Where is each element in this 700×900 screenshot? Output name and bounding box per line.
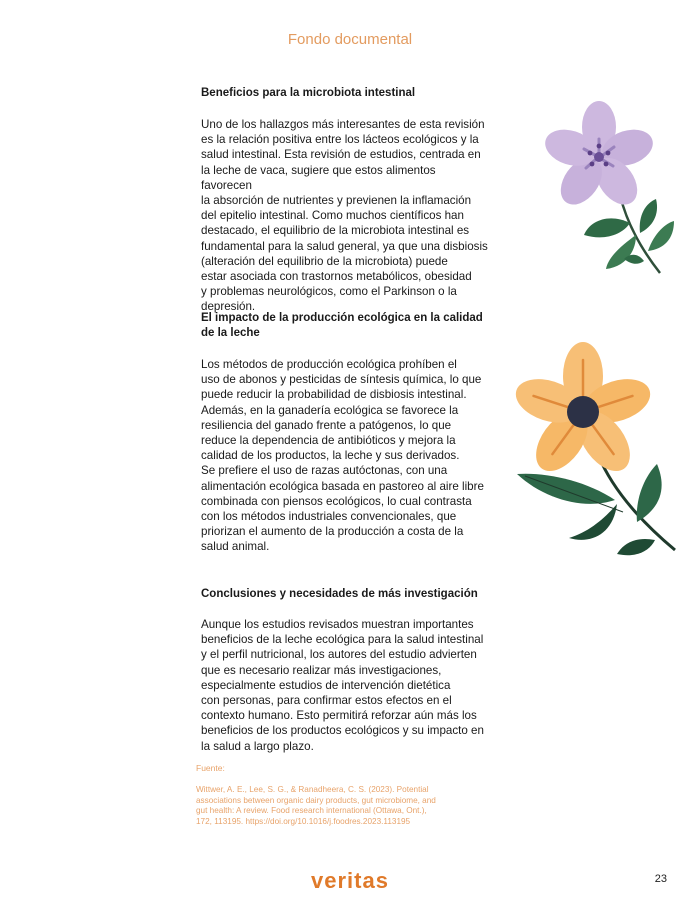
section-impacto bbox=[201, 311, 489, 341]
section-heading: El impacto de la producción ecológica en la calidad de la leche bbox=[201, 312, 483, 339]
lilac-flower-illustration bbox=[538, 95, 683, 280]
section-heading: Beneficios para la microbiota intestinal bbox=[201, 87, 416, 99]
section-impacto-body bbox=[201, 357, 489, 555]
section-microbiota-body bbox=[201, 117, 489, 315]
section-microbiota bbox=[201, 86, 489, 101]
source-citation[interactable]: Wittwer, A. E., Lee, S. G., & Ranadheera, C. S. (2023). Potential associations between organic dairy products, gut microbiome, and gut health: A review. Food research international (Ottawa, Ont.), 172, 113195. https://doi.org/10.1016/j.foodres.2023.113195 bbox=[196, 785, 436, 826]
section-conclusiones-body bbox=[201, 617, 489, 754]
page-number: 23 bbox=[654, 873, 667, 885]
section-title: Fondo documental bbox=[287, 31, 413, 48]
orange-flower-illustration bbox=[505, 340, 685, 560]
section-heading: Conclusiones y necesidades de más investigación bbox=[201, 588, 478, 600]
section-body: Uno de los hallazgos más interesantes de esta revisión es la relación positiva entre los lácteos ecológicos y la salud intestinal. Esta revisión de estudios, centrada en la leche de vaca, sugiere que estos alimentos favorecen la absorción de nutrientes y previenen la inflamación del epitelio intestinal. Como muchos científicos han destacado, el equilibrio de la microbiota intestinal es fundamental para la salud general, ya que una disbiosis (alteración del equilibrio de la microbiota) puede estar asociada con trastornos metabólicos, obesidad y problemas neurológicos, como el Parkinson o la depresión. bbox=[201, 118, 488, 314]
source-label: Fuente: bbox=[196, 763, 225, 773]
section-conclusiones bbox=[201, 587, 489, 602]
section-body: Aunque los estudios revisados muestran importantes beneficios de la leche ecológica para la salud intestinal y el perfil nutricional, los autores del estudio advierten que es necesario realizar más investigaciones, especialmente estudios de intervención dietética con personas, para confirmar estos efectos en el contexto humano. Esto permitirá reforzar aún más los beneficios de los productos ecológicos y su impacto en la salud a largo plazo. bbox=[201, 618, 484, 753]
section-body: Los métodos de producción ecológica prohíben el uso de abonos y pesticidas de síntesis química, lo que puede reducir la probabilidad de disbiosis intestinal. Además, en la ganadería ecológica se favorece la resiliencia del ganado frente a patógenos, lo que reduce la dependencia de antibióticos y mejora la calidad de los productos, la leche y sus derivados. Se prefiere el uso de razas autóctonas, con una alimentación ecológica basada en pastoreo al aire libre combinada con piensos ecológicos, lo cual contrasta con los métodos industriales convencionales, que priorizan el aumento de la producción a costa de la salud animal. bbox=[201, 358, 484, 554]
veritas-logo: veritas bbox=[311, 868, 389, 888]
